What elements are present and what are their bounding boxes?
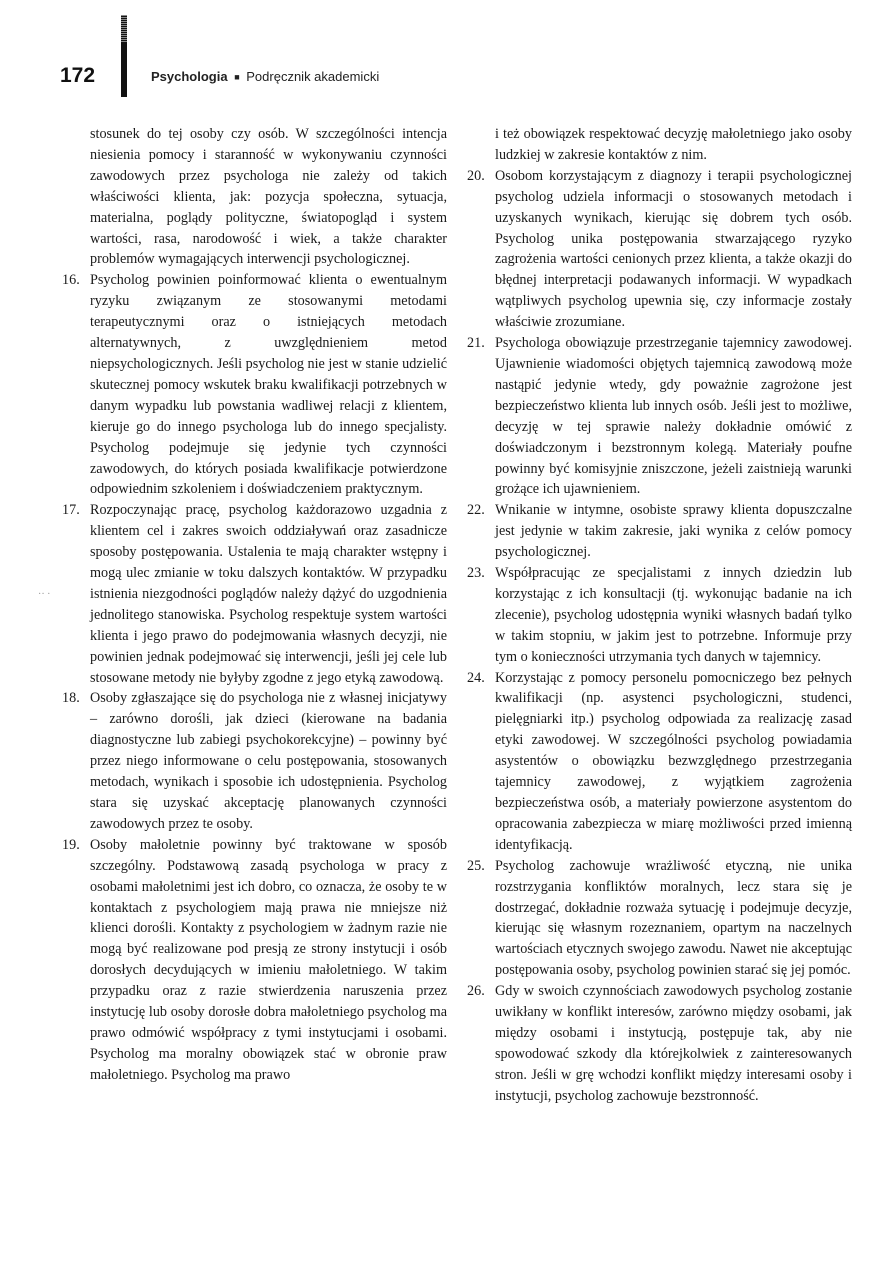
header-separator-icon: ■ <box>234 72 240 82</box>
margin-mark: ·· · <box>38 589 51 600</box>
list-item <box>62 270 447 500</box>
item-number: 26. <box>467 983 485 1000</box>
page-number: 172 <box>60 64 96 87</box>
list-item <box>62 500 447 688</box>
right-column <box>467 124 852 1107</box>
item-number: 17. <box>62 502 80 519</box>
item-text: Rozpoczynając pracę, psycholog każdorazowo uzgadnia z klientem cel i zakres swoich oddziaływań oraz zasadnicze sposoby postępowania. Ustalenia te mają charakter wstępny i mogą ulec zmianie w toku dalszych kontaktów. W przypadku istnienia niezgodności poglądów należy dążyć do uzgodnienia jednolitego stanowiska. Psycholog respektuje system wartości klienta i jego prawo do podejmowania własnych decyzji, nie powinien jednak podejmować się interwencji, jeśli jej cele lub stosowane metody nie byłyby zgodne z jego etyką zawodową. <box>90 502 447 686</box>
item-text: Współpracując ze specjalistami z innych dziedzin lub korzystając z ich konsultacji (tj. wykonując badanie na ich zlecenie), psycholog udostępnia wyniki własnych badań tylko w takim stopniu, w jakim jest to potrzebne. Informuje przy tym o konieczności utrzymania tych danych w tajemnicy. <box>495 565 852 665</box>
item-text: Osobom korzystającym z diagnozy i terapii psychologicznej psycholog udziela informacji o stosowanych metodach i uzyskanych wynikach, kierując się dobrem tych osób. Psycholog unika postępowania stwarzającego ryzyko zagrożenia wartości cenionych przez klienta, a także okazji do błędnej interpretacji podawanych informacji. W wypadkach wątpliwych psycholog upewnia się, czy informacje zostały właściwie zrozumiane. <box>495 167 852 331</box>
item-text: Psychologa obowiązuje przestrzeganie tajemnicy zawodowej. Ujawnienie wiadomości objętych tajemnicą zawodową może nastąpić jedynie wtedy, gdy poważnie zagrożone jest bezpieczeństwo klienta lub innych osób. Jeśli jest to możliwe, decyzję w tej sprawie należy dokładnie omówić z doświadczonym i bezstronnym kolegą. Materiały poufne powinny być komisyjnie zniszczone, jeżeli zaistnieją warunki grożące ich ujawnieniem. <box>495 335 852 498</box>
book-title: Psychologia <box>151 69 228 84</box>
header-rule-texture <box>121 15 127 43</box>
list-item <box>467 981 852 1106</box>
item-text: Korzystając z pomocy personelu pomocniczego bez pełnych kwalifikacji (np. asystenci psychologiczni, studenci, pielęgniarki itp.) psycholog odpowiada za realizację zasad etyki zawodowej. W szczególności psycholog powiadamia asystentów o obowiązku bezwzględnego przestrzegania tajemnicy zawodowej, z wyjątkiem zagrożenia bezpieczeństwa osób, a materiały powierzone asystentom do opracowania zabezpiecza w miarę możliwości przed imienną identyfikacją. <box>495 669 852 853</box>
list-item <box>467 333 852 500</box>
running-header <box>60 60 840 102</box>
book-subtitle: Podręcznik akademicki <box>246 69 380 84</box>
continuation-paragraph: i też obowiązek respektować decyzję małoletniego jako osoby ludzkiej w zakresie kontaktów z nim. <box>495 126 852 163</box>
item-number: 19. <box>62 836 80 853</box>
item-text: Osoby małoletnie powinny być traktowane w sposób szczególny. Podstawową zasadą psychologa w pracy z osobami małoletnimi jest ich dobro, co oznacza, że osoby te w kontaktach z psychologiem mają prawa nie mniejsze niż klienci dorośli. Kontakty z psychologiem w żadnym razie nie mogą być realizowane pod presją ze strony instytucji i osób dorosłych decydujących w imieniu małoletniego. W takim przypadku oraz z razie stwierdzenia naruszenia przez instytucję lub osoby dorosłe dobra małoletniego psycholog ma prawo odmówić współpracy z tymi instytucjami i osobami. Psycholog ma moralny obowiązek stać w obronie praw małoletniego. Psycholog ma prawo <box>90 836 447 1083</box>
item-number: 21. <box>467 335 485 352</box>
item-text: Psycholog zachowuje wrażliwość etyczną, nie unika rozstrzygania konfliktów moralnych, lecz stara się je dostrzegać, dokładnie rozważa sytuację i podejmuje decyzje, kierując się własnym rozeznaniem, opartym na naczelnych wartościach etycznych swojego zawodu. Nawet nie akceptując postępowania osoby, psycholog powinien starać się jej pomóc. <box>495 857 852 979</box>
list-item <box>467 668 852 856</box>
list-item <box>467 856 852 981</box>
item-text: Osoby zgłaszające się do psychologa nie z własnej inicjatywy – zarówno dorośli, jak dzieci (kierowane na badania diagnostyczne lub zabiegi psychokorekcyjne) – powinny być przez niego informowane o celu postępowania, stosowanych metodach, wynikach i sposobie ich udostępnienia. Psycholog stara się uzyskać akceptację planowanych czynności zawodowych przez te osoby. <box>90 690 447 832</box>
list-item <box>467 166 852 333</box>
item-number: 16. <box>62 272 80 289</box>
continuation-paragraph: stosunek do tej osoby czy osób. W szczególności intencja niesienia pomocy i staranność w wykonywaniu czynności zawodowych przez psychologa nie zależy od takich właściwości klienta, jak: pozycja społeczna, sytuacja, materialna, poglądy polityczne, światopogląd i system wartości, rasa, narodowość i wiek, a także charakter problemów wymagających interwencji psychologicznej. <box>90 126 447 268</box>
left-column <box>62 124 447 1086</box>
item-number: 25. <box>467 857 485 874</box>
item-number: 20. <box>467 167 485 184</box>
item-number: 23. <box>467 565 485 582</box>
list-item <box>467 500 852 563</box>
item-number: 22. <box>467 502 485 519</box>
list-item <box>62 688 447 834</box>
item-number: 18. <box>62 690 80 707</box>
item-number: 24. <box>467 669 485 686</box>
item-text: Wnikanie w intymne, osobiste sprawy klienta dopuszczalne jest jedynie w takim zakresie, jaki wynika z celów pomocy psychologicznej. <box>495 502 852 561</box>
item-text: Gdy w swoich czynnościach zawodowych psycholog zostanie uwikłany w konflikt interesów, zarówno między osobami, jak między osobami i instytucją, postępuje tak, aby nie spowodować szkody dla którejkolwiek z zainteresowanych stron. Jeśli w grę wchodzi konflikt między interesami osoby i instytucji, psycholog zachowuje bezstronność. <box>495 983 852 1104</box>
header-title <box>151 69 379 84</box>
item-text: Psycholog powinien poinformować klienta o ewentualnym ryzyku związanym ze stosowanymi metodami terapeutycznymi oraz o istniejących metodach alternatywnych, z uwzględnieniem metod niepsychologicznych. Jeśli psycholog nie jest w stanie udzielić skutecznej pomocy wskutek braku kwalifikacji potrzebnych w danym wypadku lub powstania wadliwej relacji z klientem, kieruje go do innego psychologa lub do innego specjalisty. Psycholog podejmuje się jedynie tych czynności zawodowych, do których posiada kwalifikacje potwierdzone odpowiednim szkoleniem i doświadczeniem praktycznym. <box>90 272 447 498</box>
list-item <box>467 563 852 668</box>
list-item <box>62 835 447 1086</box>
